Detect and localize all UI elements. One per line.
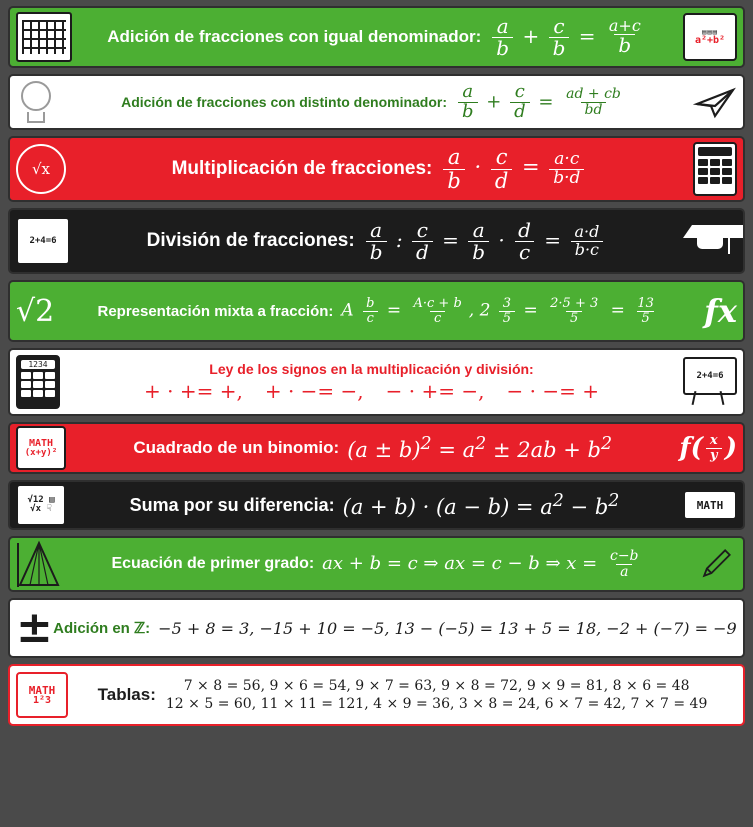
radical-list-icon: √12 ▤ √x ☟ (16, 484, 66, 526)
row-label: Ecuación de primer grado: (111, 555, 315, 572)
square-root-circle-text: √x (31, 160, 51, 178)
square-root-circle-icon (16, 144, 66, 194)
calculator-icon (16, 355, 60, 409)
row-adicion-igual-denominador (8, 6, 745, 68)
row-label: Adición en ℤ: (53, 620, 151, 637)
math-book-icon: MATH 1²3 (16, 672, 68, 718)
sign-rule: + · −= −, (264, 379, 364, 403)
row-formula: $\frac{a}{b}$ · $\frac{c}{d}$ = $\frac{a\cdot c}{b\cdot d}$ (440, 146, 587, 191)
row-formula: $\frac{a}{b}$ : $\frac{c}{d}$ = $\frac{a}{b}$ · $\frac{d}{c}$ = $\frac{a\cdot d}{b\cdot c}$ (363, 220, 607, 263)
sign-rule: − · −= + (506, 379, 599, 403)
row-adicion-distinto-denominador (8, 74, 745, 130)
fx-text: fx (704, 292, 737, 330)
row-cuadrado-binomio (8, 422, 745, 474)
pyramid-icon (16, 539, 62, 589)
blackboard-text: 2+4=6 (29, 235, 57, 246)
row-label: Cuadrado de un binomio: (133, 438, 340, 457)
math-badge-icon: MATH (x+y)² (16, 426, 66, 470)
plus-minus-icon: ± (16, 602, 53, 653)
lightbulb-icon (16, 79, 56, 125)
row-formula: A $\frac{b}{c}$ = $\frac{A\cdot c + b}{c}$ , 2 $\frac{3}{5}$ = $\frac{2\cdot 5 + 3}{5}$ = $\frac{13}{5}$ (341, 295, 654, 326)
fx-icon (704, 292, 737, 330)
table-row: 12 × 5 = 60, 11 × 11 = 121, 4 × 9 = 36, 3 × 8 = 24, 6 × 7 = 42, 7 × 7 = 49 (165, 696, 708, 712)
paper-plane-icon (693, 82, 737, 122)
graduation-cap-icon (683, 219, 737, 263)
blackboard-icon (16, 217, 70, 265)
row-formula: ax + b = c ⇒ ax = c − b ⇒ x = $\frac{c-b}{a}$ (322, 547, 639, 580)
abacus-icon (16, 12, 72, 62)
easel-text: 2+4=6 (696, 371, 724, 381)
calculator-display: 1234 (21, 360, 55, 369)
row-label: Suma por su diferencia: (129, 494, 335, 515)
chalkboard-formula-icon: ▤▤▤ a²+b² (683, 13, 737, 61)
row-formula: $\frac{a}{b}$ + $\frac{c}{d}$ = $\frac{ad + cb}{bd}$ (455, 83, 628, 122)
square-root-text: √2 (16, 293, 55, 329)
row-suma-por-diferencia (8, 480, 745, 530)
row-label: Adición de fracciones con igual denominador: (107, 27, 482, 46)
pencil-icon (695, 543, 737, 585)
row-label: Representación mixta a fracción: (97, 302, 334, 320)
row-label: Tablas: (97, 685, 156, 704)
row-ley-de-signos (8, 348, 745, 416)
easel-board-icon (683, 357, 737, 407)
row-label: Multiplicación de fracciones: (171, 158, 433, 179)
sign-rule: − · += −, (385, 379, 485, 403)
fx-fraction-icon: f( $\frac{x}{y}$ ) (679, 432, 737, 463)
row-formula: $(a \pm b)^2 = a^2 \pm 2ab + b^2$ (347, 434, 613, 462)
table-row: 7 × 8 = 56, 9 × 6 = 54, 9 × 7 = 63, 9 × 8 = 72, 9 × 9 = 81, 8 × 6 = 48 (183, 678, 690, 694)
math-button-text: MATH (696, 498, 724, 512)
row-label: Adición de fracciones con distinto denominador: (121, 94, 448, 110)
row-formula: $(a + b) \cdot (a - b) = a^2 - b^2$ (342, 491, 620, 519)
square-root-icon (16, 294, 54, 329)
row-multiplicacion-fracciones (8, 136, 745, 202)
row-label: División de fracciones: (146, 230, 355, 251)
row-mixta-a-fraccion (8, 280, 745, 342)
chalkboard-text: a²+b² (694, 34, 726, 46)
row-formula: −5 + 8 = 3, −15 + 10 = −5, 13 − (−5) = 13 + 5 = 18, −2 + (−7) = −9 (158, 618, 737, 638)
row-tablas (8, 664, 745, 726)
row-formula: $\frac{a}{b}$ + $\frac{c}{b}$ = $\frac{a+c}{b}$ (489, 16, 648, 59)
math-button-icon[interactable] (683, 490, 737, 520)
row-division-fracciones (8, 208, 745, 274)
calculator-icon (693, 142, 737, 196)
row-label: Ley de los signos en la multiplicación y división: (209, 361, 534, 377)
sign-rule: + · += +, (144, 379, 243, 403)
row-formula (144, 379, 599, 403)
row-adicion-en-z (8, 598, 745, 658)
row-ecuacion-primer-grado (8, 536, 745, 592)
